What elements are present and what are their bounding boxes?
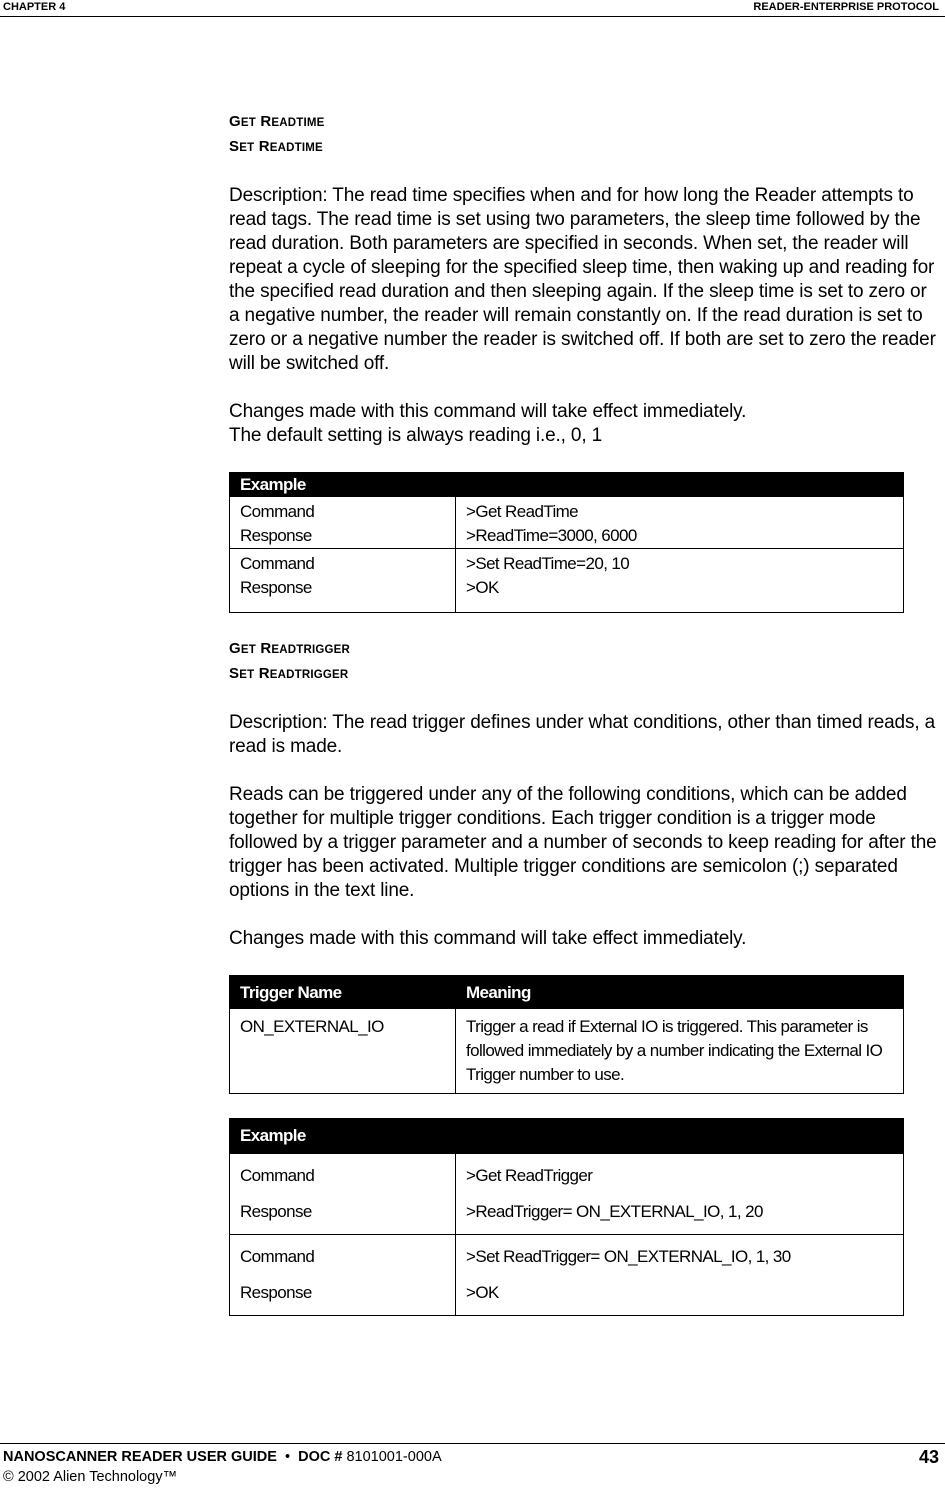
trigger-name-header: Trigger Name bbox=[230, 976, 456, 1009]
example-header: Example bbox=[230, 1119, 456, 1154]
response-label: Response bbox=[240, 1283, 312, 1302]
readtime-description: Description: The read time specifies when and for how long the Reader attempts to read tags. The read time is set using two parameters, the sleep time followed by the read duration. Both parameters are specified in seconds. When set, the reader will repeat a cycle of sleeping for the specified sleep time, then waking up and reading for the specified read duration and then sleeping again. If the sleep time is set to zero or a negative number, the reader will remain constantly on. If the read duration is set to zero or a negative number the reader is switched off. If both are set to zero the reader will be switched off. bbox=[229, 185, 936, 374]
chapter-label: CHAPTER 4 bbox=[3, 1, 66, 13]
readtime-default: The default setting is always reading i.e., 0, 1 bbox=[229, 425, 603, 446]
table-header-row bbox=[230, 1119, 904, 1154]
doc-label: DOC # bbox=[298, 1449, 343, 1465]
value-cell bbox=[456, 1235, 904, 1316]
example-header: Example bbox=[230, 473, 456, 497]
table-row bbox=[230, 549, 904, 613]
table-row bbox=[230, 1009, 904, 1094]
trigger-meaning-cell: Trigger a read if External IO is triggered. This parameter is followed immediately by a number indicating the External IO Trigger number to use. bbox=[456, 1009, 904, 1094]
label-cell bbox=[230, 1154, 456, 1235]
footer-rule bbox=[0, 1443, 945, 1444]
response-label: Response bbox=[240, 578, 312, 597]
readtrigger-example-table bbox=[229, 1118, 904, 1316]
table-row bbox=[230, 1154, 904, 1235]
example-header-blank bbox=[456, 473, 904, 497]
copyright: © 2002 Alien Technology™ bbox=[3, 1469, 178, 1485]
command-label: Command bbox=[240, 1247, 315, 1266]
response-value: >OK bbox=[466, 578, 499, 597]
command-value: >Get ReadTrigger bbox=[466, 1166, 593, 1185]
footer-bullet: • bbox=[284, 1449, 291, 1465]
readtime-changes: Changes made with this command will take effect immediately. bbox=[229, 401, 747, 422]
readtrigger-description: Description: The read trigger defines under what conditions, other than timed reads, a read is made. bbox=[229, 712, 935, 757]
heading-set-readtrigger: SET READTRIGGER bbox=[229, 665, 349, 682]
value-cell bbox=[456, 549, 904, 613]
command-value: >Get ReadTime bbox=[466, 502, 579, 521]
response-value: >OK bbox=[466, 1283, 499, 1302]
guide-title: NANOSCANNER READER USER GUIDE bbox=[3, 1449, 277, 1465]
heading-set-readtime: SET READTIME bbox=[229, 138, 323, 155]
label-cell bbox=[230, 497, 456, 549]
section-label: READER-ENTERPRISE PROTOCOL bbox=[753, 1, 939, 13]
meaning-header: Meaning bbox=[456, 976, 904, 1009]
heading-get-readtime: GET READTIME bbox=[229, 113, 325, 130]
label-cell bbox=[230, 1235, 456, 1316]
value-cell bbox=[456, 1154, 904, 1235]
page-content bbox=[229, 110, 941, 1316]
response-label: Response bbox=[240, 526, 312, 545]
command-label: Command bbox=[240, 554, 315, 573]
response-value: >ReadTime=3000, 6000 bbox=[466, 526, 637, 545]
command-label: Command bbox=[240, 502, 315, 521]
header-rule bbox=[0, 16, 945, 17]
table-row bbox=[230, 497, 904, 549]
heading-get-readtrigger: GET READTRIGGER bbox=[229, 640, 351, 657]
trigger-table bbox=[229, 975, 904, 1094]
readtime-example-table bbox=[229, 472, 904, 613]
page-header bbox=[0, 0, 945, 17]
response-value: >ReadTrigger= ON_EXTERNAL_IO, 1, 20 bbox=[466, 1202, 763, 1221]
page-number: 43 bbox=[918, 1447, 939, 1467]
table-row bbox=[230, 1235, 904, 1316]
command-value: >Set ReadTime=20, 10 bbox=[466, 554, 630, 573]
example-header-blank bbox=[456, 1119, 904, 1154]
command-label: Command bbox=[240, 1166, 315, 1185]
readtrigger-changes: Changes made with this command will take effect immediately. bbox=[229, 928, 747, 949]
value-cell bbox=[456, 497, 904, 549]
command-value: >Set ReadTrigger= ON_EXTERNAL_IO, 1, 30 bbox=[466, 1247, 791, 1266]
trigger-name-cell: ON_EXTERNAL_IO bbox=[230, 1009, 456, 1094]
table-header-row bbox=[230, 976, 904, 1009]
label-cell bbox=[230, 549, 456, 613]
readtrigger-conditions: Reads can be triggered under any of the following conditions, which can be added together for multiple trigger conditions. Each trigger condition is a trigger mode followed by a trigger parameter and a number of seconds to keep reading for after the trigger has been activated. Multiple trigger conditions are semicolon (;) separated options in the text line. bbox=[229, 784, 937, 901]
doc-number: 8101001-000A bbox=[346, 1449, 442, 1465]
response-label: Response bbox=[240, 1202, 312, 1221]
footer-guide-line bbox=[3, 1449, 442, 1465]
table-header-row bbox=[230, 473, 904, 497]
